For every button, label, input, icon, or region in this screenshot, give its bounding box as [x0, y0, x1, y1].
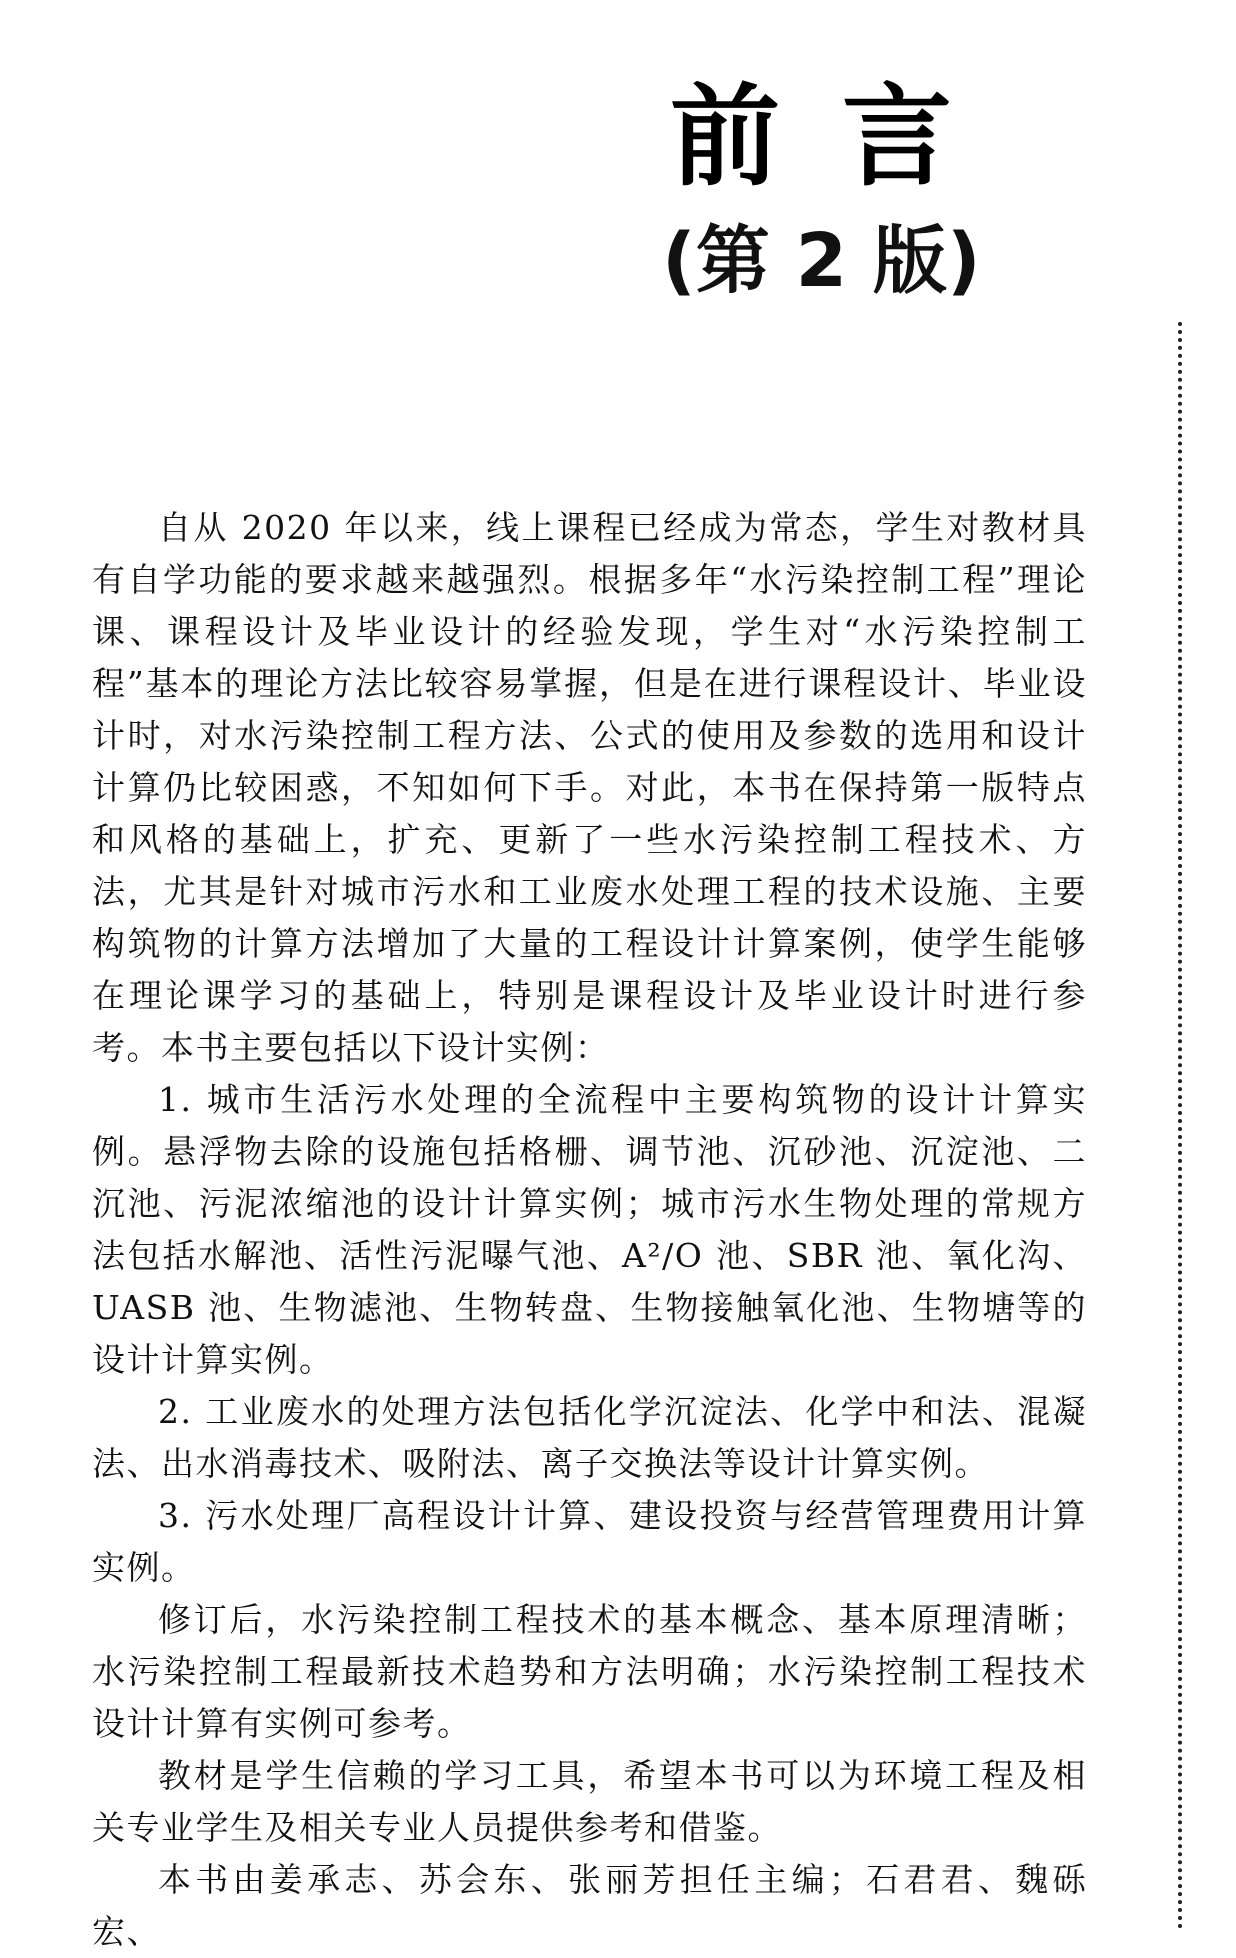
paragraph-revision: 修订后，水污染控制工程技术的基本概念、基本原理清晰；水污染控制工程最新技术趋势和方法明确；水污染控制工程技术设计计算有实例可参考。 [92, 1600, 1087, 1743]
edition-subtitle: (第 2 版) [662, 218, 981, 304]
paragraph-item-2: 2. 工业废水的处理方法包括化学沉淀法、化学中和法、混凝法、出水消毒技术、吸附法、离子交换法等设计计算实例。 [92, 1392, 1087, 1483]
paragraph-item-3: 3. 污水处理厂高程设计计算、建设投资与经营管理费用计算实例。 [92, 1496, 1087, 1587]
preface-body [92, 502, 1087, 1958]
paragraph-item-1: 1. 城市生活污水处理的全流程中主要构筑物的设计计算实例。悬浮物去除的设施包括格栅、调节池、沉砂池、沉淀池、二沉池、污泥浓缩池的设计计算实例；城市污水生物处理的常规方法包括水解池、活性污泥曝气池、A²/O 池、SBR 池、氧化沟、UASB 池、生物滤池、生物转盘、生物接触氧化池、生物塘等的设计计算实例。 [92, 1080, 1087, 1379]
page-title: 前言 [670, 73, 1014, 201]
paragraph-intro: 自从 2020 年以来，线上课程已经成为常态，学生对教材具有自学功能的要求越来越强烈。根据多年“水污染控制工程”理论课、课程设计及毕业设计的经验发现，学生对“水污染控制工程”基本的理论方法比较容易掌握，但是在进行课程设计、毕业设计时，对水污染控制工程方法、公式的使用及参数的选用和设计计算仍比较困惑，不知如何下手。对此，本书在保持第一版特点和风格的基础上，扩充、更新了一些水污染控制工程技术、方法，尤其是针对城市污水和工业废水处理工程的技术设施、主要构筑物的计算方法增加了大量的工程设计计算案例，使学生能够在理论课学习的基础上，特别是课程设计及毕业设计时进行参考。本书主要包括以下设计实例： [92, 508, 1087, 1067]
paragraph-purpose: 教材是学生信赖的学习工具，希望本书可以为环境工程及相关专业学生及相关专业人员提供参考和借鉴。 [92, 1756, 1087, 1847]
margin-dotted-rule [1178, 322, 1182, 1930]
paragraph-editors: 本书由姜承志、苏会东、张丽芳担任主编；石君君、魏砾宏、 [92, 1860, 1087, 1951]
